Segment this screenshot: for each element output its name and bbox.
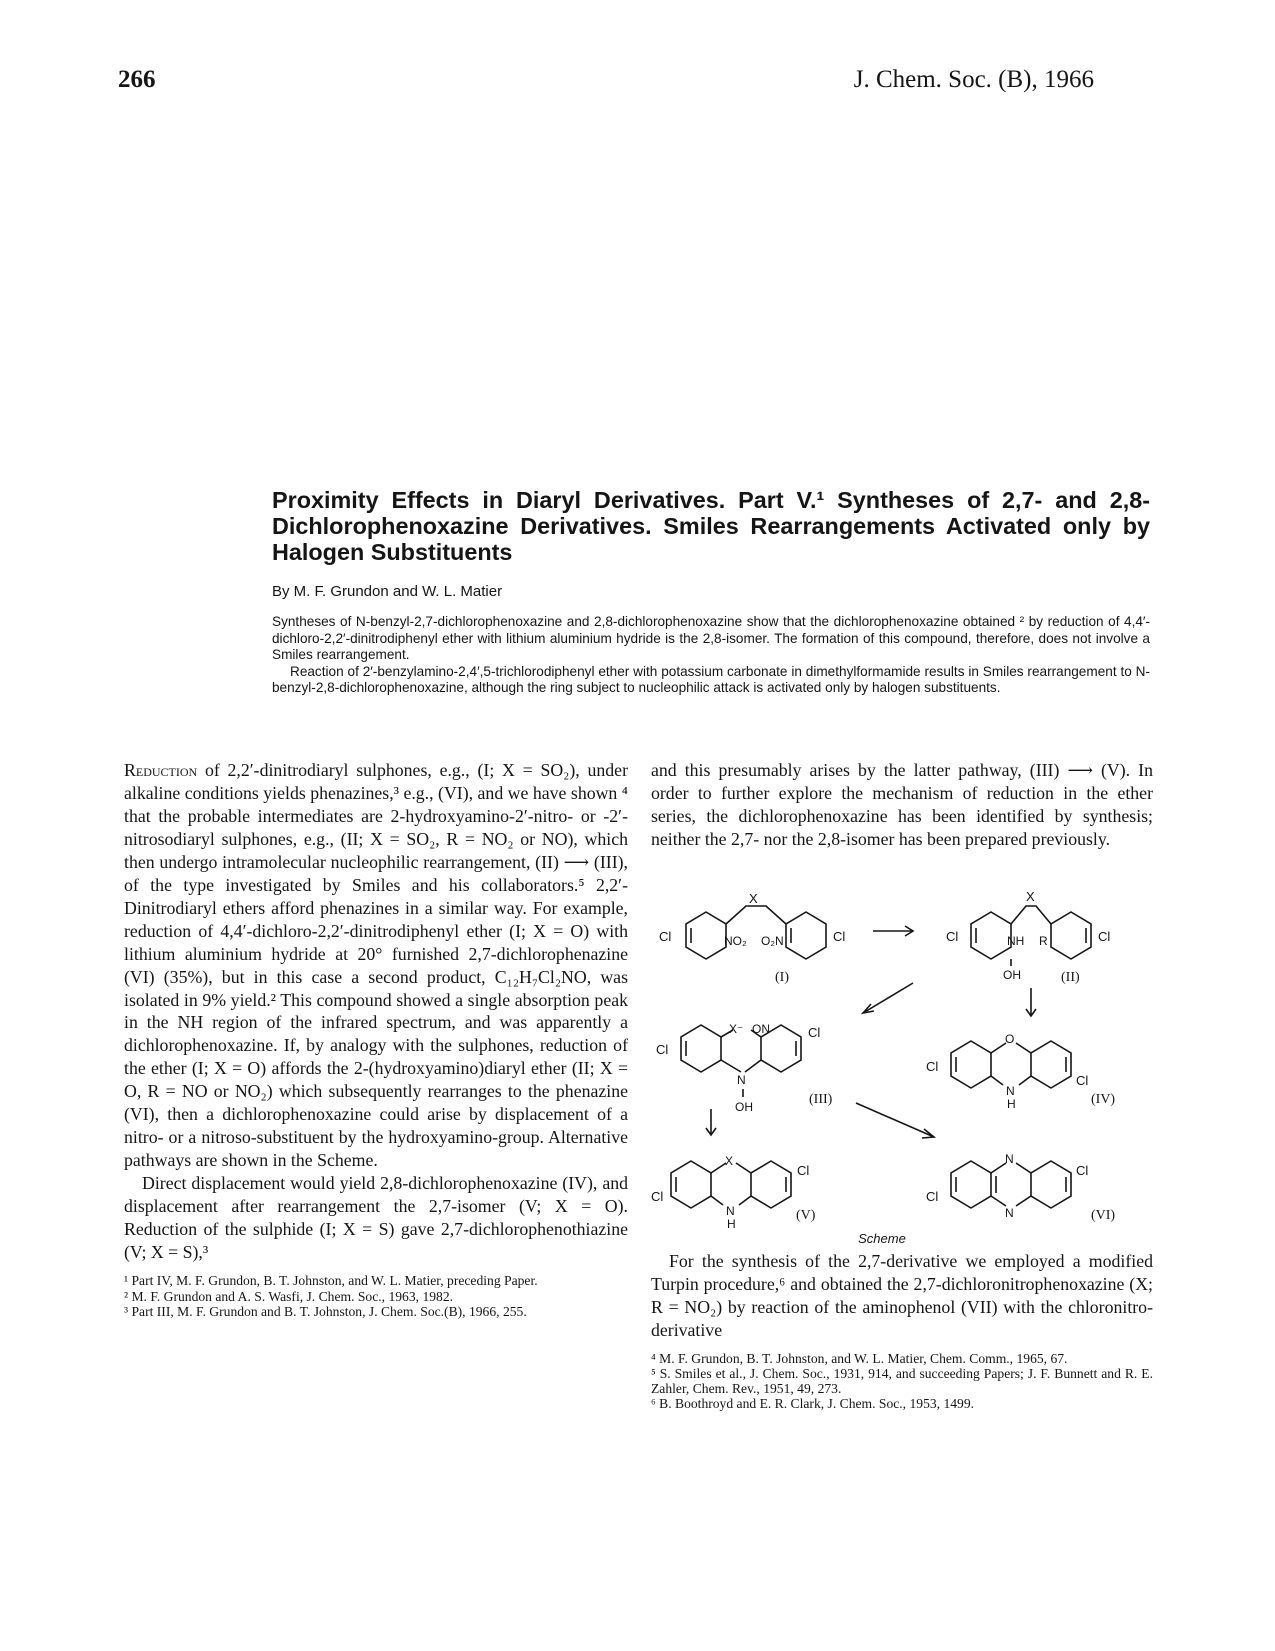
page-number: 266 [118,66,156,93]
right-column [651,759,1153,1413]
label-N-VI-bottom: N [1005,1205,1014,1220]
paragraph-lead: Reduction [124,760,198,780]
article-header [272,487,1150,697]
abstract-paragraph-2: Reaction of 2′-benzylamino-2,4′,5-trichlorodiphenyl ether with potassium carbonate in dimethylformamide results in Smiles rearrangement to N-benzyl-2,8-dichlorophenoxazine, although the ring subject to nucleophilic attack is activated only by halogen substituents. [272,663,1150,696]
label-R-II: R [1039,933,1048,948]
ring-IV-left [951,1041,991,1088]
label-Cl-II-right: Cl [1098,928,1111,944]
abstract [272,614,1150,697]
label-I: (I) [775,969,789,985]
label-V: (V) [796,1207,816,1223]
ring-III-left [681,1025,721,1072]
label-N-III: N [737,1072,746,1087]
label-O2N-I: O₂N [761,933,784,948]
footnote: ⁵ S. Smiles et al., J. Chem. Soc., 1931, 914, and succeeding Papers; J. F. Bunnett and R. E. Zahler, Chem. Rev., 1951, 49, 273. [651,1366,1153,1396]
footnote: ⁶ B. Boothroyd and E. R. Clark, J. Chem. Soc., 1953, 1499. [651,1396,975,1412]
label-X-I: X [749,890,758,906]
label-NO2-I: NO₂ [724,933,747,948]
label-Cl-V-left: Cl [651,1188,664,1204]
ring-VI-left [951,1161,991,1208]
footnote: ² M. F. Grundon and A. S. Wasfi, J. Chem. Soc., 1963, 1982. [124,1288,454,1304]
label-N-IV: N [1006,1083,1015,1098]
bridge-II [1011,906,1051,924]
journal-header: J. Chem. Soc. (B), 1966 [853,66,1094,93]
ring-IV-right [1031,1041,1071,1088]
label-X-II: X [1026,888,1035,904]
label-Cl-I-right: Cl [833,928,846,944]
label-Xminus-III: X⁻ [729,1021,744,1036]
ring-V-right [751,1161,791,1208]
label-N-V: N [726,1203,735,1218]
label-Cl-VI-left: Cl [926,1188,939,1204]
body-paragraph [124,759,628,1172]
reaction-scheme [651,863,1153,1228]
label-Cl-VI-right: Cl [1076,1162,1089,1178]
label-OH-III: OH [735,1099,753,1114]
article-authors: By M. F. Grundon and W. L. Matier [272,583,503,600]
label-Cl-III-right: Cl [808,1024,821,1040]
label-Cl-II-left: Cl [946,928,959,944]
label-VI: (VI) [1091,1207,1116,1223]
ring-VI-right [1031,1161,1071,1208]
scheme-caption: Scheme [858,1230,906,1246]
body-paragraph: For the synthesis of the 2,7-derivative we employed a modified Turpin procedure,⁶ and obtained the 2,7-dichloronitrophenoxazine (X; R = NO₂) by reaction of the aminophenol (VII) with the chloronitro-derivative [651,1250,1153,1340]
footnote: ¹ Part IV, M. F. Grundon, B. T. Johnston, and W. L. Matier, preceding Paper. [124,1272,538,1288]
ring-I-right [786,912,826,959]
bridge-I [726,906,786,924]
ring-I-left [686,912,726,959]
label-OH-II: OH [1003,967,1021,982]
body-paragraph: Direct displacement would yield 2,8-dichlorophenoxazine (IV), and displacement after rearrangement the 2,7-isomer (V; X = O). Reduction of the sulphide (I; X = S) gave 2,7-dichlorophenothiazine (V; X = S),³ [124,1173,628,1263]
label-O-IV: O [1005,1031,1015,1046]
abstract-paragraph-1: Syntheses of N-benzyl-2,7-dichlorophenoxazine and 2,8-dichlorophenoxazine show that the dichlorophenoxazine obtained ² by reduction of 4,4′-dichloro-2,2′-dinitrodiphenyl ether with lithium aluminium hydride is the 2,8-isomer. The formation of this compound, therefore, does not involve a Smiles rearrangement. [272,614,1150,663]
label-NH-II: NH [1007,933,1025,948]
label-H-V: H [727,1216,736,1228]
label-H-IV: H [1007,1096,1016,1111]
label-Cl-IV-left: Cl [926,1058,939,1074]
label-Cl-IV-right: Cl [1076,1072,1089,1088]
footnotes-left [124,1274,628,1320]
ring-V-left [671,1161,711,1208]
ring-II-left [971,912,1011,959]
label-X-V: X [725,1153,734,1168]
label-Cl-V-right: Cl [797,1162,810,1178]
article-title: Proximity Effects in Diaryl Derivatives. Part V.¹ Syntheses of 2,7- and 2,8-Dichlorophenoxazine Derivatives. Smiles Rearrangements Activated only by Halogen Substituents [272,487,1150,565]
label-ON-III: ON [752,1021,770,1036]
body-paragraph: and this presumably arises by the latter pathway, (III) ⟶ (V). In order to further explore the mechanism of reduction in the ether series, the dichlorophenoxazine has been identified by synthesis; neither the 2,7- nor the 2,8-isomer has been prepared previously. [651,760,1153,849]
label-III: (III) [809,1091,833,1107]
label-Cl-III-left: Cl [656,1041,669,1057]
footnote: ⁴ M. F. Grundon, B. T. Johnston, and W. L. Matier, Chem. Comm., 1965, 67. [651,1350,1068,1366]
label-IV: (IV) [1091,1091,1116,1107]
label-II: (II) [1061,969,1080,985]
paragraph-text: of 2,2′-dinitrodiaryl sulphones, e.g., (I; X = SO₂), under alkaline conditions yields phenazines,³ e.g., (VI), and we have shown ⁴ that the probable intermediates are 2-hydroxyamino-2′-nitro- or -2′-nitrosodiaryl sulphones, e.g., (II; X = SO₂, R = NO₂ or NO), which then undergo intramolecular nucleophilic rearrangement, (II) ⟶ (III), of the type investigated by Smiles and his collaborators.⁵ 2,2′-Dinitrodiaryl ethers afford phenazines in a similar way. For example, reduction of 4,4′-dichloro-2,2′-dinitrodiphenyl ether (I; X = O) with lithium aluminium hydride at 20° furnished 2,7-dichlorophenazine (VI) (35%), but in this case a second product, C₁₂H₇Cl₂NO, was isolated in 9% yield.² This compound showed a single absorption peak in the NH region of the infrared spectrum, and was apparently a dichlorophenoxazine. If, by analogy with the sulphones, reduction of the ether (I; X = O) affords the 2-(hydroxyamino)diaryl ether (II; X = O, R = NO or NO₂) which subsequently rearranges to the phenazine (VI), then a dichlorophenoxazine could arise by displacement of a nitro- or a nitroso-substituent by the hydroxyamino-group. Alternative pathways are shown in the Scheme. [124,760,628,1171]
ring-II-right [1051,912,1091,959]
footnote: ³ Part III, M. F. Grundon and B. T. Johnston, J. Chem. Soc.(B), 1966, 255. [124,1304,527,1320]
scheme-diagram [651,863,1153,1228]
arrow-III-VI [856,1103,934,1137]
footnotes-right [651,1352,1153,1412]
label-N-VI-top: N [1005,1151,1014,1166]
label-Cl-I-left: Cl [659,928,672,944]
arrow-II-III [863,983,913,1013]
left-column [124,759,628,1321]
